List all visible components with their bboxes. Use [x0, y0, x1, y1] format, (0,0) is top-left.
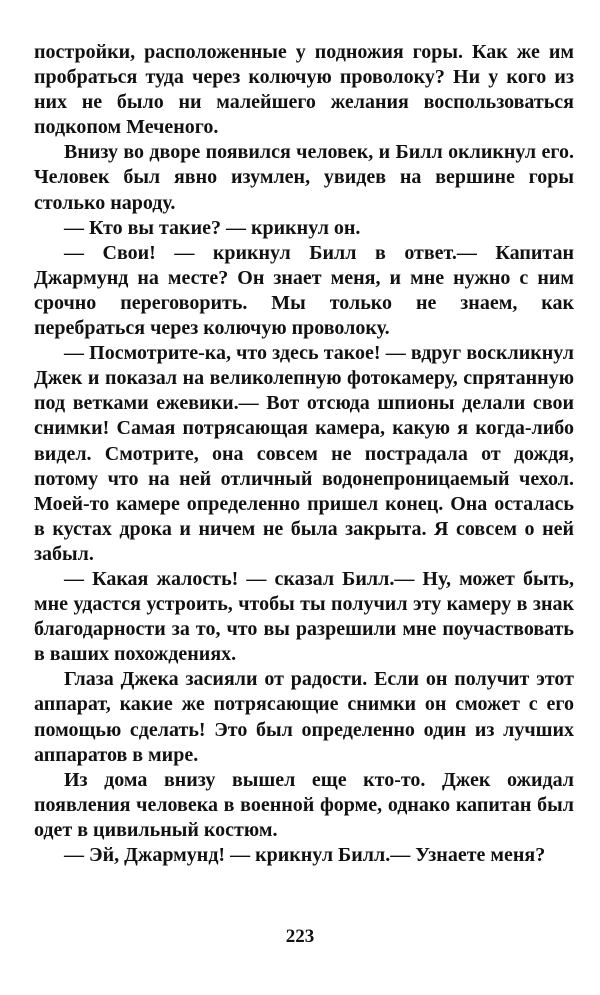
paragraph: — Свои! — крикнул Билл в ответ.— Капитан Джармунд на месте? Он знает меня, и мне нужно с ним срочно переговорить. Мы только не знаем, как перебраться через колючую проволоку. [34, 241, 574, 340]
paragraph: — Кто вы такие? — крикнул он. [64, 216, 361, 239]
page-number: 223 [285, 926, 315, 947]
paragraph: — Посмотрите-ка, что здесь такое! — вдруг воскликнул Джек и показал на великолепную фотокамеру, спрятанную под ветками ежевики.— Вот отсюда шпионы делали свои снимки! Самая потрясающая камера, какую я когда-либо видел. Смотрите, она совсем не пострадала от дождя, потому что на ней отличный водонепроницаемый чехол. Моей-то камере определенно пришел конец. Она осталась в кустах дрока и ничем не была закрыта. Я совсем о ней забыл. [34, 342, 574, 565]
paragraph: Внизу во дворе появился человек, и Билл окликнул его. Человек был явно изумлен, увидев на вершине горы столько народу. [34, 141, 574, 214]
paragraph: — Какая жалость! — сказал Билл.— Ну, может быть, мне удастся устроить, чтобы ты получил эту камеру в знак благодарности за то, что вы разрешили мне поучаствовать в ваших похождениях. [34, 567, 574, 666]
paragraph: — Эй, Джармунд! — крикнул Билл.— Узнаете меня? [64, 844, 546, 866]
paragraph: Из дома внизу вышел еще кто-то. Джек ожидал появления человека в военной форме, однако капитан был одет в цивильный костюм. [34, 768, 574, 841]
paragraph: Глаза Джека засияли от радости. Если он получит этот аппарат, какие же потрясающие снимки он сможет с его помощью сделать! Это был определенно один из лучших аппаратов в мире. [34, 668, 574, 766]
paragraph: постройки, расположенные у подножия горы. Как же им пробраться туда через колючую проволоку? Ни у кого из них не было ни малейшего желания воспользоваться подкопом Меченого. [34, 41, 574, 139]
body-text [34, 40, 574, 868]
